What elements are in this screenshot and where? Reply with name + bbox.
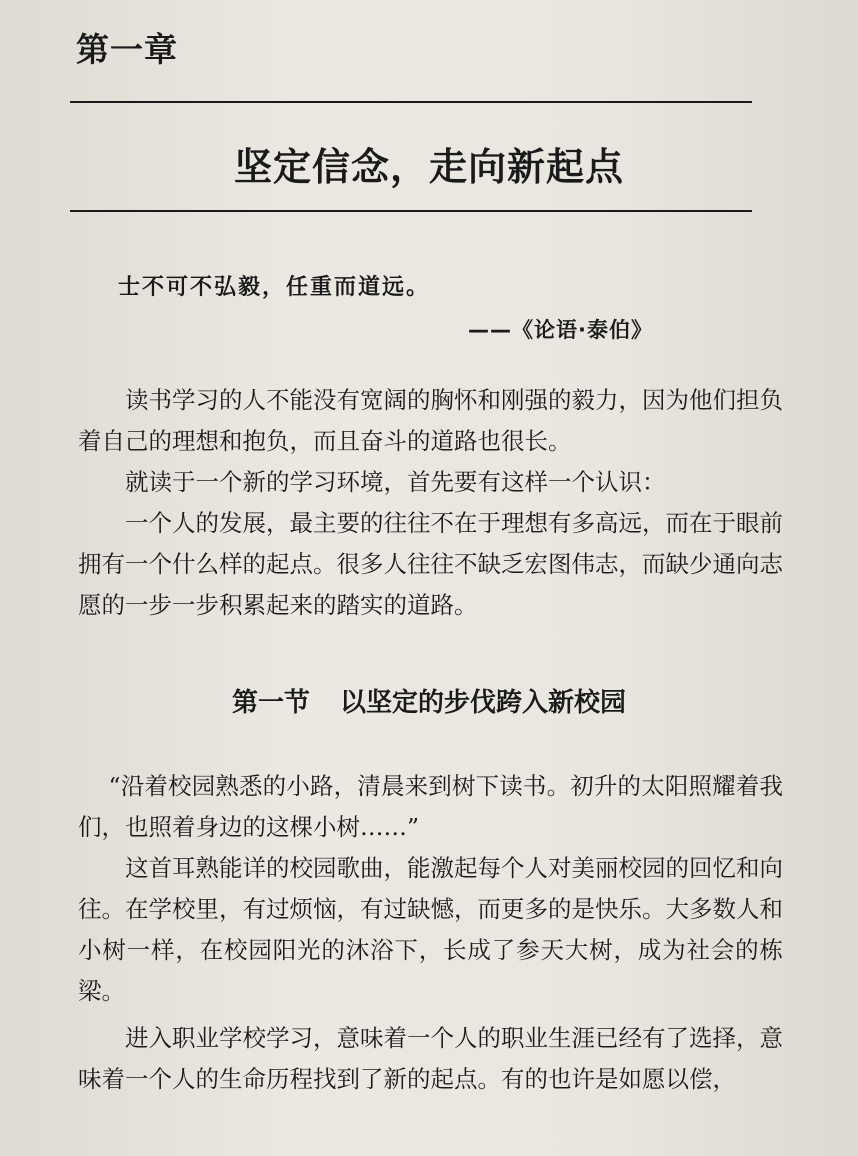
section-heading <box>0 682 858 719</box>
section-title: 以坚定的步伐跨入新校园 <box>340 688 627 718</box>
epigraph-source: ——《论语·泰伯》 <box>468 318 653 342</box>
section-paragraph-1: “沿着校园熟悉的小路，清晨来到树下读书。初升的太阳照耀着我们，也照着身边的这棵小树……” <box>78 772 783 841</box>
intro-paragraph-1: 读书学习的人不能没有宽阔的胸怀和刚强的毅力，因为他们担负着自己的理想和抱负，而且奋斗的道路也很长。 <box>78 386 783 455</box>
bottom-rule <box>70 210 752 212</box>
section-paragraph-3: 进入职业学校学习，意味着一个人的职业生涯已经有了选择，意味着一个人的生命历程找到了新的起点。有的也许是如愿以偿， <box>78 1024 783 1093</box>
chapter-heading: 第一章 <box>76 30 178 69</box>
chapter-title: 坚定信念，走向新起点 <box>233 145 624 189</box>
intro-paragraph-2: 就读于一个新的学习环境，首先要有这样一个认识： <box>125 468 666 496</box>
section-number: 第一节 <box>231 688 310 718</box>
intro-paragraph-3: 一个人的发展，最主要的往往不在于理想有多高远，而在于眼前拥有一个什么样的起点。很多人往往不缺乏宏图伟志，而缺少通向志愿的一步一步积累起来的踏实的道路。 <box>78 509 783 619</box>
top-rule <box>70 101 752 103</box>
epigraph-quote: 士不可不弘毅，任重而道远。 <box>118 275 431 300</box>
section-paragraph-2: 这首耳熟能详的校园歌曲，能激起每个人对美丽校园的回忆和向往。在学校里，有过烦恼，有过缺憾，而更多的是快乐。大多数人和小树一样，在校园阳光的沐浴下，长成了参天大树，成为社会的栋梁。 <box>78 854 783 1005</box>
